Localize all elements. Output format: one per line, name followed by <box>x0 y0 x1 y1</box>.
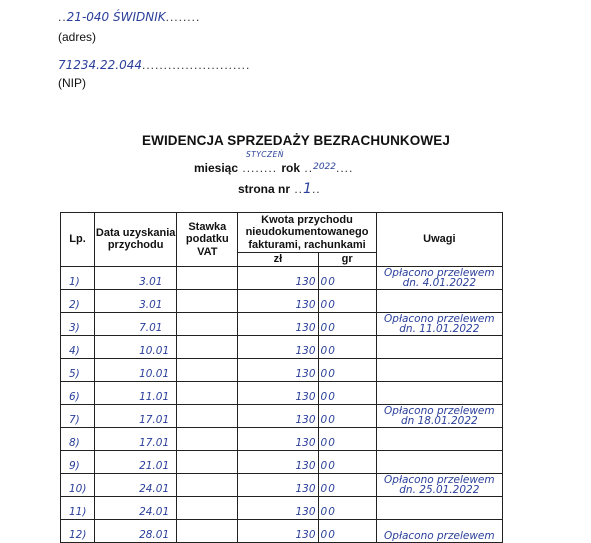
row-note <box>376 381 502 404</box>
row-amount-gr: 00 <box>318 427 376 450</box>
row-amount-zl: 130 <box>238 289 318 312</box>
row-amount-zl: 130 <box>238 496 318 519</box>
row-note: Opłacono przelewem dn 18.01.2022 <box>376 404 502 427</box>
row-vat <box>177 358 238 381</box>
row-amount-zl: 130 <box>238 450 318 473</box>
row-amount-zl: 130 <box>238 335 318 358</box>
row-amount-gr: 00 <box>318 381 376 404</box>
row-lp: 5) <box>61 358 95 381</box>
row-lp: 3) <box>61 312 95 335</box>
nip-value: 71234.22.044 <box>58 58 142 72</box>
row-amount-gr: 00 <box>318 266 376 289</box>
month-label: miesiąc <box>194 161 239 175</box>
row-amount-gr: 00 <box>318 519 376 542</box>
header-vat: Stawka podatku VAT <box>177 213 238 267</box>
row-date: 11.01 <box>95 381 177 404</box>
row-vat <box>177 335 238 358</box>
row-amount-gr: 00 <box>318 450 376 473</box>
row-note <box>376 450 502 473</box>
address-value: 21-040 ŚWIDNIK <box>66 10 166 24</box>
row-lp: 10) <box>61 473 95 496</box>
row-date: 17.01 <box>95 427 177 450</box>
row-amount-gr: 00 <box>318 496 376 519</box>
row-amount-gr: 00 <box>318 404 376 427</box>
row-date: 3.01 <box>95 289 177 312</box>
row-date: 7.01 <box>95 312 177 335</box>
address-line: ..21-040 ŚWIDNIK........ <box>58 10 201 24</box>
row-amount-zl: 130 <box>238 312 318 335</box>
table-row <box>61 473 503 496</box>
row-amount-zl: 130 <box>238 358 318 381</box>
row-note <box>376 358 502 381</box>
table-row <box>61 358 503 381</box>
row-date: 28.01 <box>95 519 177 542</box>
row-amount-gr: 00 <box>318 335 376 358</box>
sales-ledger-table <box>60 212 503 543</box>
row-date: 10.01 <box>95 335 177 358</box>
row-date: 24.01 <box>95 496 177 519</box>
row-vat <box>177 427 238 450</box>
nip-label: (NIP) <box>58 76 86 90</box>
table-row <box>61 266 503 289</box>
row-lp: 7) <box>61 404 95 427</box>
table-row <box>61 289 503 312</box>
row-amount-zl: 130 <box>238 473 318 496</box>
row-note <box>376 335 502 358</box>
row-amount-gr: 00 <box>318 312 376 335</box>
header-gr: gr <box>318 253 376 267</box>
row-amount-gr: 00 <box>318 289 376 312</box>
table-row <box>61 335 503 358</box>
address-label: (adres) <box>58 30 97 44</box>
row-lp: 1) <box>61 266 95 289</box>
header-zl: zł <box>238 253 318 267</box>
row-vat <box>177 312 238 335</box>
row-amount-zl: 130 <box>238 266 318 289</box>
month-value: STYCZEŃ <box>246 150 285 159</box>
row-lp: 9) <box>61 450 95 473</box>
row-vat <box>177 404 238 427</box>
page-label: strona nr <box>238 182 291 196</box>
row-amount-gr: 00 <box>318 473 376 496</box>
row-vat <box>177 496 238 519</box>
row-note: Opłacono przelewem dn. 11.01.2022 <box>376 312 502 335</box>
table-row <box>61 427 503 450</box>
year-value: 2022 <box>313 162 336 172</box>
row-lp: 4) <box>61 335 95 358</box>
month-year-line: miesiąc ........ rok ..2022.... <box>194 161 354 175</box>
row-vat <box>177 519 238 542</box>
row-amount-zl: 130 <box>238 381 318 404</box>
row-vat <box>177 473 238 496</box>
row-lp: 2) <box>61 289 95 312</box>
row-vat <box>177 450 238 473</box>
page-value: 1 <box>303 181 312 197</box>
row-note <box>376 496 502 519</box>
document-title: EWIDENCJA SPRZEDAŻY BEZRACHUNKOWEJ <box>142 133 450 148</box>
row-date: 3.01 <box>95 266 177 289</box>
ledger-rows <box>61 266 503 542</box>
header-amount: Kwota przychodu nieudokumentowanego fakturami, rachunkami <box>238 213 376 253</box>
row-date: 10.01 <box>95 358 177 381</box>
table-row <box>61 450 503 473</box>
table-row <box>61 519 503 542</box>
row-date: 17.01 <box>95 404 177 427</box>
table-row <box>61 496 503 519</box>
header-lp: Lp. <box>61 213 95 267</box>
row-lp: 6) <box>61 381 95 404</box>
row-amount-zl: 130 <box>238 427 318 450</box>
row-note: Opłacono przelewem <box>376 519 502 542</box>
row-date: 21.01 <box>95 450 177 473</box>
row-vat <box>177 266 238 289</box>
row-date: 24.01 <box>95 473 177 496</box>
table-row <box>61 404 503 427</box>
page-number-line: strona nr ..1.. <box>238 181 321 197</box>
row-vat <box>177 381 238 404</box>
row-amount-zl: 130 <box>238 519 318 542</box>
year-label: rok <box>281 161 301 175</box>
row-amount-zl: 130 <box>238 404 318 427</box>
row-lp: 8) <box>61 427 95 450</box>
header-notes: Uwagi <box>376 213 502 267</box>
row-vat <box>177 289 238 312</box>
nip-line: 71234.22.044......................... <box>58 58 251 72</box>
row-note <box>376 427 502 450</box>
row-lp: 12) <box>61 519 95 542</box>
row-note: Opłacono przelewem dn. 4.01.2022 <box>376 266 502 289</box>
table-row <box>61 381 503 404</box>
row-note: Opłacono przelewem dn. 25.01.2022 <box>376 473 502 496</box>
row-note <box>376 289 502 312</box>
row-lp: 11) <box>61 496 95 519</box>
table-row <box>61 312 503 335</box>
row-amount-gr: 00 <box>318 358 376 381</box>
header-date: Data uzyskania przychodu <box>95 213 177 267</box>
